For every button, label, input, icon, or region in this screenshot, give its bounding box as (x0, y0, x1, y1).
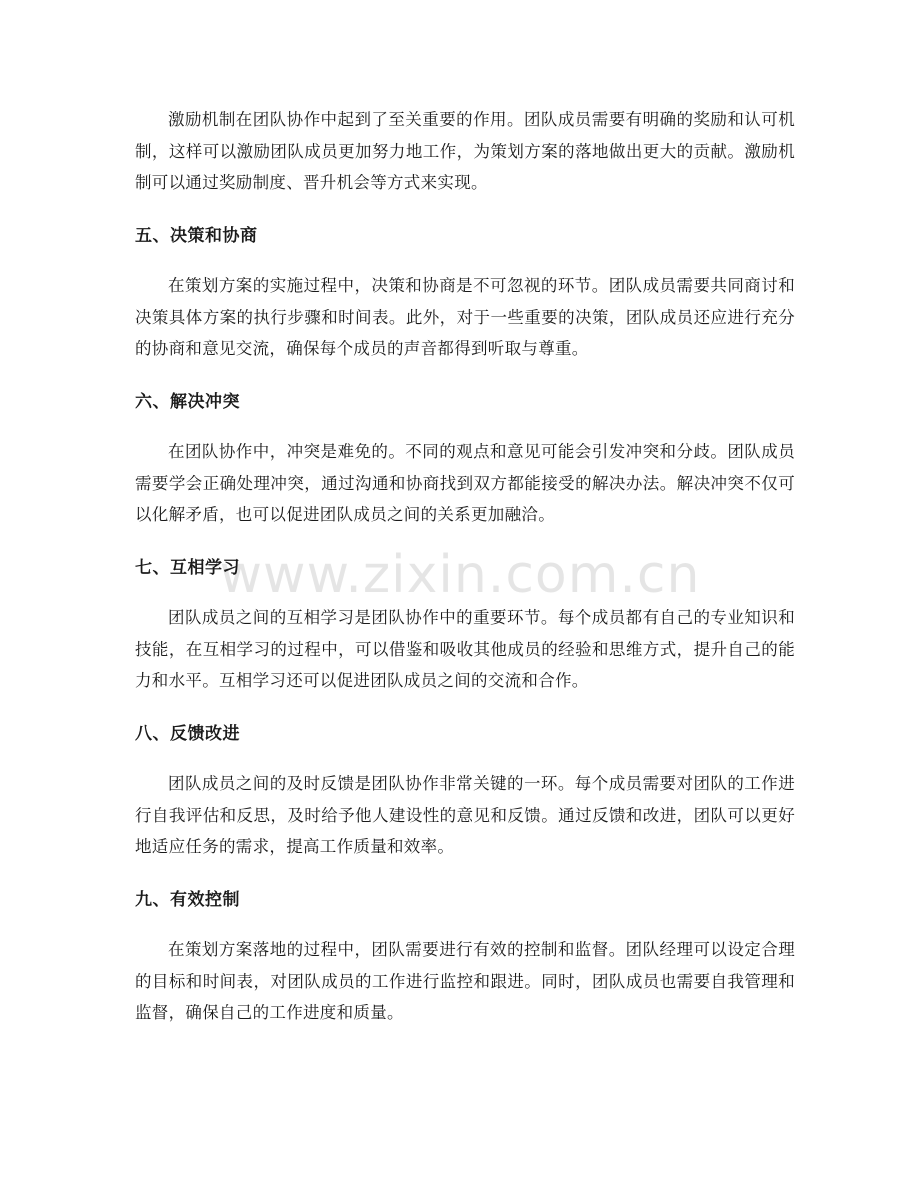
section-heading-7: 七、互相学习 (135, 557, 240, 578)
section-paragraph-8: 团队成员之间的及时反馈是团队协作非常关键的一环。每个成员需要对团队的工作进行自我评估和反思，及时给予他人建设性的意见和反馈。通过反馈和改进，团队可以更好地适应任务的需求，提高工作质量和效率。 (135, 774, 795, 856)
section-paragraph-9: 在策划方案落地的过程中，团队需要进行有效的控制和监督。团队经理可以设定合理的目标和时间表，对团队成员的工作进行监控和跟进。同时，团队成员也需要自我管理和监督，确保自己的工作进度和质量。 (135, 940, 795, 1022)
document-body (135, 104, 795, 1029)
section-heading-9: 九、有效控制 (135, 889, 240, 910)
section-paragraph-7: 团队成员之间的互相学习是团队协作中的重要环节。每个成员都有自己的专业知识和技能，在互相学习的过程中，可以借鉴和吸收其他成员的经验和思维方式，提升自己的能力和水平。互相学习还可以促进团队成员之间的交流和合作。 (135, 608, 795, 690)
section-paragraph-5: 在策划方案的实施过程中，决策和协商是不可忽视的环节。团队成员需要共同商讨和决策具体方案的执行步骤和时间表。此外，对于一些重要的决策，团队成员还应进行充分的协商和意见交流，确保每个成员的声音都得到听取与尊重。 (135, 276, 795, 358)
watermark: www.zixin.com.cn (219, 545, 701, 605)
section-heading-6: 六、解决冲突 (135, 391, 240, 412)
section-heading-5: 五、决策和协商 (135, 225, 258, 246)
section-paragraph-6: 在团队协作中，冲突是难免的。不同的观点和意见可能会引发冲突和分歧。团队成员需要学会正确处理冲突，通过沟通和协商找到双方都能接受的解决办法。解决冲突不仅可以化解矛盾，也可以促进团队成员之间的关系更加融洽。 (135, 442, 795, 524)
section-heading-8: 八、反馈改进 (135, 723, 240, 744)
intro-paragraph: 激励机制在团队协作中起到了至关重要的作用。团队成员需要有明确的奖励和认可机制，这样可以激励团队成员更加努力地工作，为策划方案的落地做出更大的贡献。激励机制可以通过奖励制度、晋升机会等方式来实现。 (135, 110, 795, 192)
